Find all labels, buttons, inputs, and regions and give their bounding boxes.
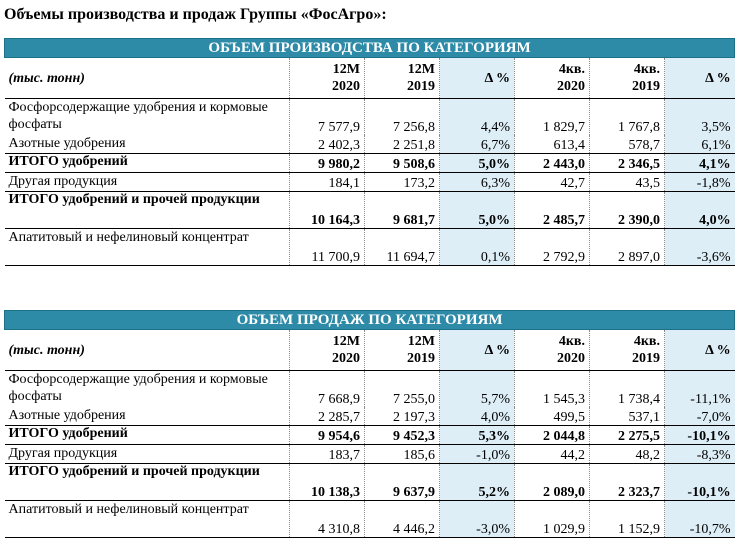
sales-header-cell: 4кв. 2020 (515, 330, 590, 371)
row-value: 7 256,8 (365, 99, 440, 136)
row-value: 2 089,0 (515, 464, 590, 501)
production-header-cell: Δ % (665, 58, 735, 99)
row-value: 2 897,0 (590, 229, 665, 266)
row-value: 9 681,7 (365, 192, 440, 229)
table-row (5, 407, 735, 426)
row-value: 5,0% (440, 154, 515, 173)
row-value: 184,1 (290, 173, 365, 192)
table-row (5, 154, 735, 173)
production-band-title: ОБЪЕМ ПРОИЗВОДСТВА ПО КАТЕГОРИЯМ (5, 39, 735, 58)
row-value: 4,1% (665, 154, 735, 173)
row-value: 6,7% (440, 135, 515, 154)
row-value: 5,3% (440, 426, 515, 445)
row-value: 6,3% (440, 173, 515, 192)
page-title: Объемы производства и продаж Группы «ФосАгро»: (4, 6, 387, 23)
row-value: -3,0% (440, 501, 515, 538)
row-value: 2 323,7 (590, 464, 665, 501)
row-value: 1 738,4 (590, 371, 665, 408)
production-table (4, 38, 735, 266)
row-value: 173,2 (365, 173, 440, 192)
row-value: -11,1% (665, 371, 735, 408)
production-band-row (5, 39, 735, 58)
row-label: ИТОГО удобрений и прочей продукции (5, 464, 290, 501)
row-value: 7 668,9 (290, 371, 365, 408)
row-value: 42,7 (515, 173, 590, 192)
table-row (5, 192, 735, 229)
row-value: 9 637,9 (365, 464, 440, 501)
row-value: -10,1% (665, 426, 735, 445)
row-value: 43,5 (590, 173, 665, 192)
row-value: 9 980,2 (290, 154, 365, 173)
row-value: -1,0% (440, 445, 515, 464)
row-label: ИТОГО удобрений (5, 154, 290, 173)
row-value: 2 251,8 (365, 135, 440, 154)
row-value: -10,7% (665, 501, 735, 538)
row-value: 2 044,8 (515, 426, 590, 445)
row-label: Фосфорсодержащие удобрения и кормовые фосфаты (8, 372, 268, 404)
row-value: 10 164,3 (290, 192, 365, 229)
row-value: 4 310,8 (290, 501, 365, 538)
row-label: Азотные удобрения (8, 408, 126, 423)
row-value: -1,8% (665, 173, 735, 192)
sales-band-row (5, 311, 735, 330)
row-value: 44,2 (515, 445, 590, 464)
table-row (5, 229, 735, 266)
table-row (5, 464, 735, 501)
production-header-cell: (тыс. тонн) (5, 58, 290, 99)
row-value: 2 390,0 (590, 192, 665, 229)
row-value: 2 485,7 (515, 192, 590, 229)
sales-band-title: ОБЪЕМ ПРОДАЖ ПО КАТЕГОРИЯМ (5, 311, 735, 330)
row-value: 499,5 (515, 407, 590, 426)
row-value: 9 954,6 (290, 426, 365, 445)
row-label: Азотные удобрения (8, 136, 126, 151)
row-value: 578,7 (590, 135, 665, 154)
row-value: 1 829,7 (515, 99, 590, 136)
row-value: -7,0% (665, 407, 735, 426)
row-label: ИТОГО удобрений и прочей продукции (5, 192, 290, 229)
production-header-cell: 4кв. 2020 (515, 58, 590, 99)
row-value: 7 577,9 (290, 99, 365, 136)
row-value: 9 452,3 (365, 426, 440, 445)
row-label: Другая продукция (8, 174, 118, 189)
production-header-row (5, 58, 735, 99)
sales-table (4, 310, 735, 538)
row-value: 2 402,3 (290, 135, 365, 154)
row-value: 4,0% (665, 192, 735, 229)
row-value: 1 767,8 (590, 99, 665, 136)
production-header-cell: Δ % (440, 58, 515, 99)
row-value: 7 255,0 (365, 371, 440, 408)
row-label: Апатитовый и нефелиновый концентрат (5, 229, 290, 266)
row-value: 2 792,9 (515, 229, 590, 266)
row-label: Другая продукция (8, 446, 118, 461)
row-value: 1 152,9 (590, 501, 665, 538)
row-value: -3,6% (665, 229, 735, 266)
row-value: 185,6 (365, 445, 440, 464)
sales-header-cell: (тыс. тонн) (5, 330, 290, 371)
production-header-cell: 4кв. 2019 (590, 58, 665, 99)
sales-header-cell: Δ % (665, 330, 735, 371)
table-row (5, 173, 735, 192)
table-row (5, 501, 735, 538)
sales-header-cell: Δ % (440, 330, 515, 371)
row-value: 10 138,3 (290, 464, 365, 501)
row-value: 48,2 (590, 445, 665, 464)
sales-header-cell: 12М 2020 (290, 330, 365, 371)
row-value: 183,7 (290, 445, 365, 464)
row-value: 1 545,3 (515, 371, 590, 408)
row-value: 4 446,2 (365, 501, 440, 538)
row-value: 5,0% (440, 192, 515, 229)
row-value: 4,0% (440, 407, 515, 426)
table-row (5, 371, 735, 408)
row-value: 11 694,7 (365, 229, 440, 266)
table-row (5, 426, 735, 445)
table-row (5, 99, 735, 136)
table-row (5, 135, 735, 154)
sales-header-row (5, 330, 735, 371)
row-value: -8,3% (665, 445, 735, 464)
row-value: 2 443,0 (515, 154, 590, 173)
row-value: 537,1 (590, 407, 665, 426)
production-header-cell: 12М 2020 (290, 58, 365, 99)
row-value: -10,1% (665, 464, 735, 501)
row-value: 2 275,5 (590, 426, 665, 445)
row-value: 5,7% (440, 371, 515, 408)
row-value: 613,4 (515, 135, 590, 154)
row-value: 1 029,9 (515, 501, 590, 538)
row-label: ИТОГО удобрений (5, 426, 290, 445)
sales-header-cell: 4кв. 2019 (590, 330, 665, 371)
row-value: 2 285,7 (290, 407, 365, 426)
row-value: 3,5% (665, 99, 735, 136)
row-value: 11 700,9 (290, 229, 365, 266)
row-value: 2 197,3 (365, 407, 440, 426)
row-label: Фосфорсодержащие удобрения и кормовые фосфаты (8, 100, 268, 132)
production-header-cell: 12М 2019 (365, 58, 440, 99)
row-value: 4,4% (440, 99, 515, 136)
row-value: 9 508,6 (365, 154, 440, 173)
sales-header-cell: 12М 2019 (365, 330, 440, 371)
table-row (5, 445, 735, 464)
row-value: 5,2% (440, 464, 515, 501)
row-value: 2 346,5 (590, 154, 665, 173)
row-value: 6,1% (665, 135, 735, 154)
row-value: 0,1% (440, 229, 515, 266)
row-label: Апатитовый и нефелиновый концентрат (5, 501, 290, 538)
